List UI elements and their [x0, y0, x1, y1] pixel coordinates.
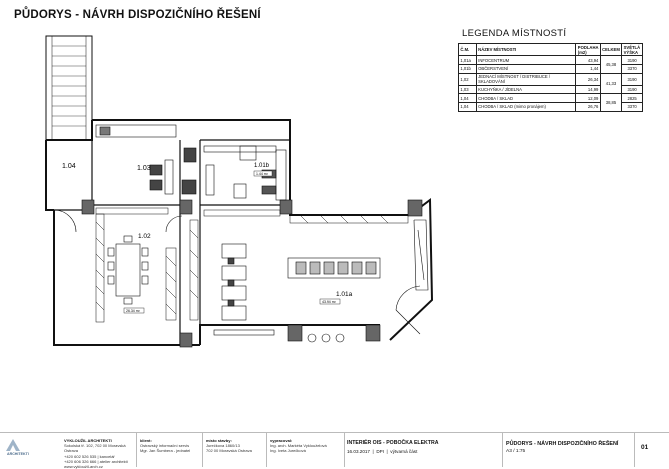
area-tags: [124, 171, 340, 313]
company-line: Sokolská tř. 102, 702 00 Moravská Ostrava: [64, 443, 126, 454]
project-meta: 16.03.2017 | DPI | výtvarná část: [347, 449, 418, 454]
site-block: [206, 438, 266, 454]
legend-header-total: CELKEM: [600, 44, 621, 56]
title-block-divider: [202, 433, 203, 467]
legend-cell-no: 1,03: [459, 85, 477, 94]
sheet-format: A3 / 1:75: [506, 449, 526, 454]
window-bench: [414, 220, 428, 290]
author-line: Ing. Iveta Jurečková: [270, 448, 306, 454]
counter-desks: [222, 244, 246, 320]
site-line: Jurečkova 1860/13: [206, 443, 240, 449]
legend-cell-height: 2825: [622, 94, 643, 103]
legend-cell-name: JEDNACÍ MÍSTNOST / DISTRIBUCE / SKLADOVÁNÍ: [476, 73, 576, 85]
site-heading: místo stavby:: [206, 438, 232, 443]
title-block-divider: [136, 433, 137, 467]
site-line: 702 00 Moravská Ostrava: [206, 448, 252, 454]
project-phase: DPI: [376, 449, 384, 454]
legend-cell-area: 26,76: [576, 103, 600, 112]
room-label-101a: 1.01a: [336, 291, 353, 298]
legend-header-no: Č.M.: [459, 44, 477, 56]
legend-cell-area: 12,09: [576, 94, 600, 103]
legend-cell-area: 43,94: [576, 56, 600, 65]
legend-header-area: PODLAHA (m2): [577, 44, 599, 55]
project-name: INTERIÉR OIS - POBOČKA ELEKTRA: [347, 440, 439, 446]
company-block: [64, 438, 134, 469]
logo-wordmark: ARCHITEKTI: [7, 452, 29, 456]
legend-cell-name: CHODBA / SKLAD (mimo pronájem): [476, 103, 576, 112]
legend-cell-name: KUCHYŇKA / JÍDELNA: [476, 85, 576, 94]
architect-logo-icon: [6, 439, 20, 451]
author-heading: vypracoval:: [270, 438, 293, 443]
legend-cell-no: 1,04: [459, 103, 477, 112]
room-label-103: 1.03: [137, 165, 151, 172]
area-tag-102: 26.34 m²: [126, 309, 140, 313]
title-block-divider: [344, 433, 345, 467]
project-date: 16.03.2017: [347, 449, 370, 454]
legend-header-height: SVĚTLÁ VÝŠKA: [622, 44, 643, 56]
company-name: VYKLOUŽIL ARCHITEKTI: [64, 438, 112, 443]
legend-cell-no: 1,01b: [459, 64, 477, 73]
company-line: +420 606 326 666 | atelier architekti: [64, 458, 128, 464]
company-line: +420 602 526 535 | kancelář: [64, 453, 115, 459]
area-tag-101a: 43.94 m²: [322, 300, 336, 304]
title-block-divider: [634, 433, 635, 467]
author-block: [270, 438, 342, 454]
room-label-102: 1.02: [138, 233, 151, 240]
legend-cell-no: 1,04: [459, 94, 477, 103]
display-table: [288, 258, 380, 278]
client-heading: klient:: [140, 438, 152, 443]
bottom-fixtures: [214, 330, 344, 342]
legend-title: LEGENDA MÍSTNOSTÍ: [462, 28, 567, 39]
client-block: [140, 438, 202, 454]
legend-cell-name: INFOCENTRUM: [476, 56, 576, 65]
title-block-divider: [266, 433, 267, 467]
author-line: Ing. arch. Markéta Vyklouželová: [270, 443, 327, 449]
meeting-table: [108, 236, 148, 304]
legend-cell-name: OBČERSTVENÍ: [476, 64, 576, 73]
legend-cell-area: 1,44: [576, 64, 600, 73]
kitchen-furniture: [96, 125, 196, 194]
doors: [54, 210, 420, 334]
area-tag-101b: 1.44 m²: [256, 172, 268, 176]
legend-cell-height: 3370: [622, 64, 643, 73]
project-part: výtvarná část: [390, 449, 418, 454]
legend-header-name: NÁZEV MÍSTNOSTI: [476, 44, 576, 56]
legend-cell-height: 3370: [622, 103, 643, 112]
legend-cell-name: CHODBA / SKLAD: [476, 94, 576, 103]
title-block-divider: [502, 433, 503, 467]
legend-cell-height: 3190: [622, 73, 643, 85]
legend-cell-no: 1,02: [459, 73, 477, 85]
legend-cell-height: 3190: [622, 56, 643, 65]
legend-cell-total: 38,85: [600, 94, 621, 111]
drawing-title: PŮDORYS - NÁVRH DISPOZIČNÍHO ŘEŠENÍ: [14, 9, 261, 21]
client-line: Mgr. Jan Šumbera - jednatel: [140, 448, 191, 454]
exterior-stair: [46, 36, 92, 140]
company-line: www.vykloužil-arch.cz: [64, 464, 103, 469]
sheet-title: PŮDORYS - NÁVRH DISPOZIČNÍHO ŘEŠENÍ: [506, 441, 619, 447]
legend-cell-area: 26,34: [576, 73, 600, 85]
legend-cell-total: 41,33: [600, 73, 621, 94]
legend-cell-area: 14,99: [576, 85, 600, 94]
cafe-furniture: [204, 146, 286, 200]
client-line: Ostravský informační servis: [140, 443, 190, 449]
legend-cell-total: 45,38: [600, 56, 621, 73]
legend-cell-no: 1,01a: [459, 56, 477, 65]
room-label-101b: 1.01b: [254, 163, 270, 169]
interior-walls: [54, 140, 290, 345]
room-label-104: 1.04: [62, 163, 76, 170]
legend-cell-height: 3190: [622, 85, 643, 94]
sheet-number: 01: [641, 444, 649, 451]
